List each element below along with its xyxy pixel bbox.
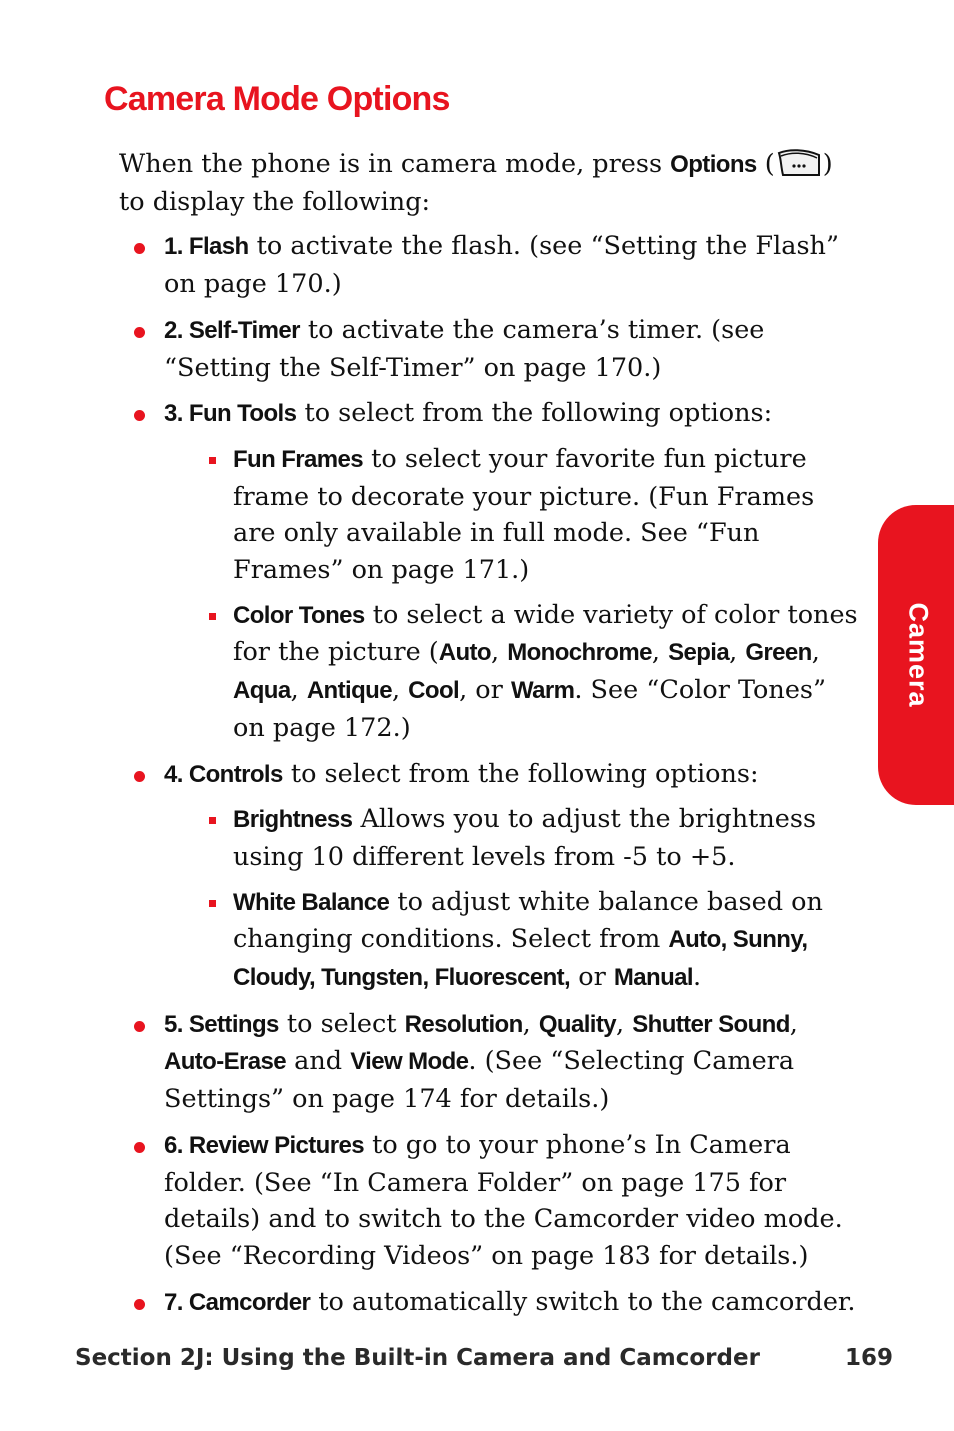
list-item-review-pictures: 6. Review Pictures to go to your phone’s In Camera folder. (See “In Camera Folder” on page 175 for details) and to switch to the Camcorder video mode. (See “Recording Videos” on page 183 for details.) bbox=[119, 1127, 864, 1275]
list-item-settings: 5. Settings to select Resolution, Quality, Shutter Sound, Auto-Erase and View Mode. (See “Selecting Camera Settings” on page 174 for details.) bbox=[119, 1006, 864, 1118]
sub-item-white-balance: White Balance to adjust white balance based on changing conditions. Select from Auto, Sunny, Cloudy, Tungsten, Fluorescent, or Manual. bbox=[164, 884, 864, 997]
list-item-flash: 1. Flash to activate the flash. (see “Setting the Flash” on page 170.) bbox=[119, 228, 864, 302]
footer-section-title: Section 2J: Using the Built-in Camera and Camcorder bbox=[75, 1345, 760, 1371]
page-number: 169 bbox=[844, 1345, 893, 1371]
sub-item-brightness: Brightness Allows you to adjust the brightness using 10 different levels from -5 to +5. bbox=[164, 801, 864, 875]
list-item-camcorder: 7. Camcorder to automatically switch to the camcorder. bbox=[119, 1284, 864, 1322]
sub-item-fun-frames: Fun Frames to select your favorite fun picture frame to decorate your picture. (Fun Frames are only available in full mode. See “Fun Frames” on page 171.) bbox=[164, 441, 864, 589]
sub-item-color-tones: Color Tones to select a wide variety of color tones for the picture (Auto, Monochrome, Sepia, Green, Aqua, Antique, Cool, or Warm. See “Color Tones” on page 172.) bbox=[164, 597, 864, 747]
intro-paragraph: When the phone is in camera mode, press Options ( ) to display the following: bbox=[119, 149, 833, 217]
main-content bbox=[119, 146, 864, 1330]
options-label: Options bbox=[670, 151, 757, 178]
list-item-self-timer: 2. Self-Timer to activate the camera’s timer. (see “Setting the Self-Timer” on page 170.) bbox=[119, 312, 864, 386]
page-title: Camera Mode Options bbox=[104, 80, 450, 118]
options-softkey-icon bbox=[775, 147, 823, 179]
page-footer bbox=[75, 1345, 895, 1371]
options-list bbox=[119, 228, 864, 1321]
controls-sublist bbox=[164, 801, 864, 997]
list-item-fun-tools: 3. Fun Tools to select from the following options: Fun Frames to select your favorite fun picture frame to decorate your picture. (Fun Frames are only available in full mode. See “Fun Frames” on page 171.) Color Tones to select a wide variety of color tones for the picture (Auto, Monochrome, Sepia, Green, Aqua, Antique, Cool, or Warm. See “Color Tones” on page 172.) bbox=[119, 395, 864, 746]
fun-tools-sublist bbox=[164, 441, 864, 747]
side-tab-label: Camera bbox=[903, 602, 934, 708]
list-item-controls: 4. Controls to select from the following options: Brightness Allows you to adjust the brightness using 10 different levels from -5 to +5. White Balance to adjust white balance based on changing conditions. Select from Auto, Sunny, Cloudy, Tungsten, Fluorescent, or Manual. bbox=[119, 756, 864, 997]
